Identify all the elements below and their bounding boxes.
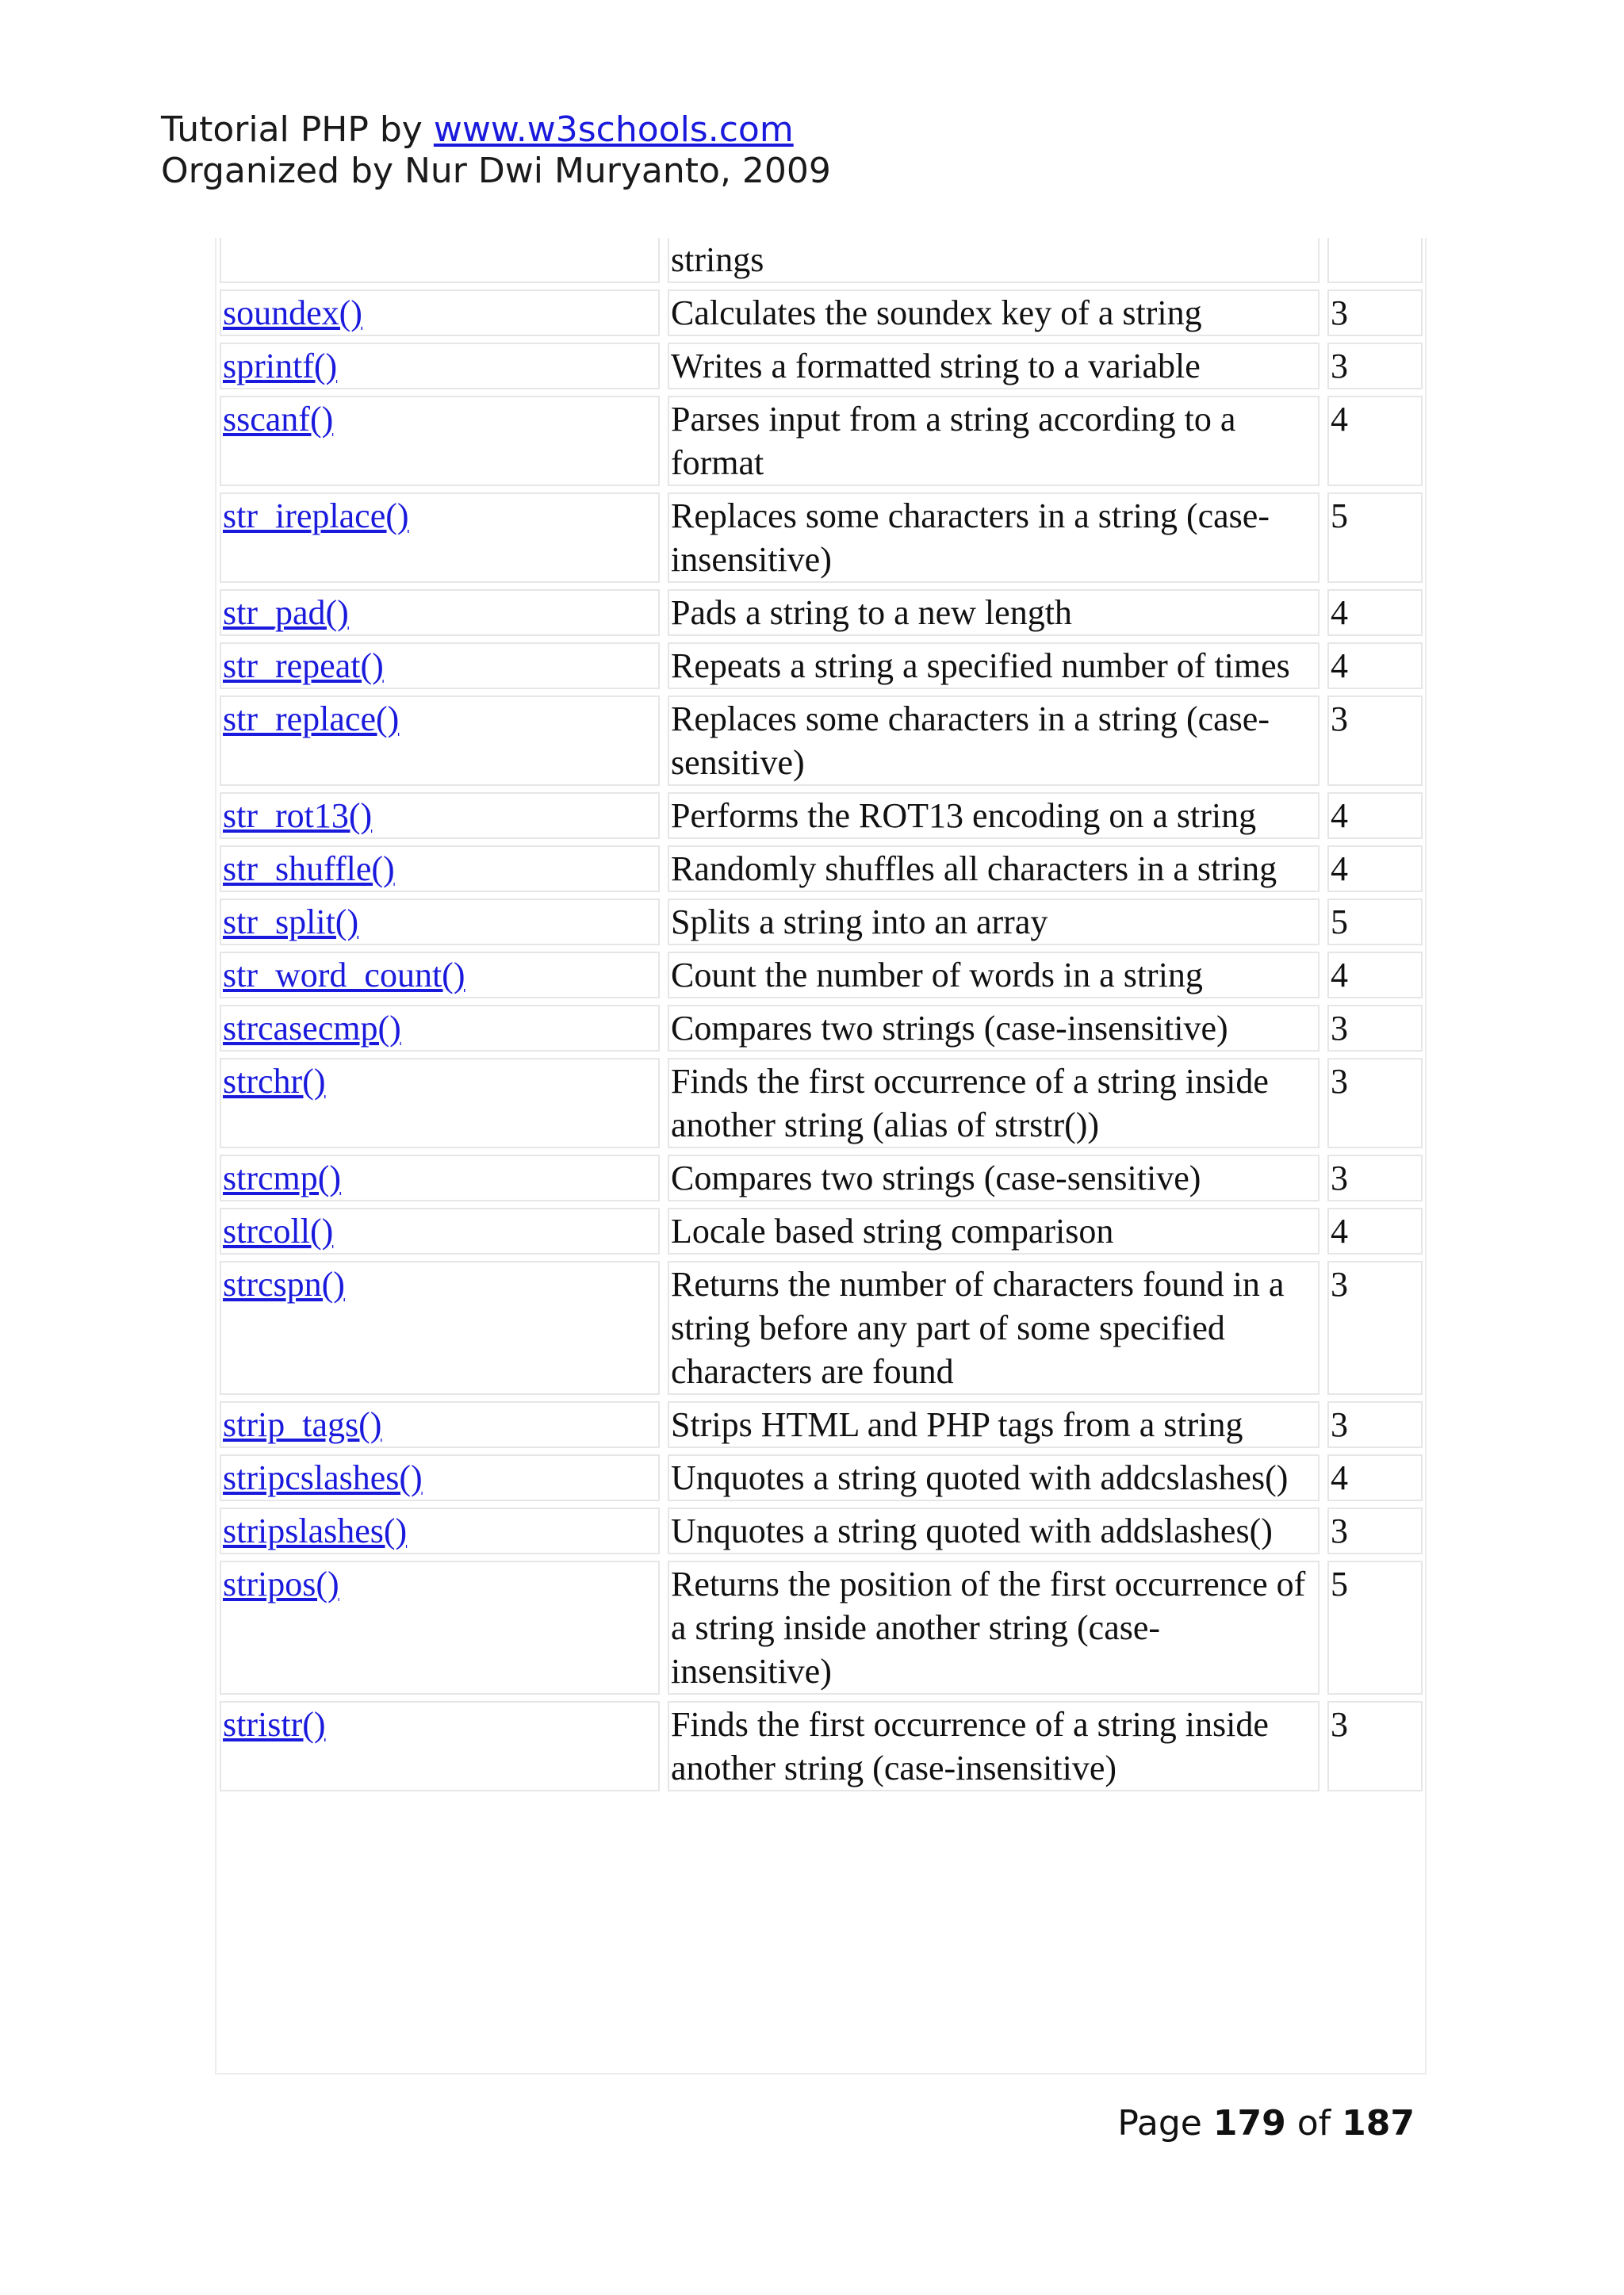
function-name-cell [220, 695, 660, 786]
function-name-cell [220, 1261, 660, 1395]
php-version-cell: 4 [1327, 792, 1423, 839]
function-description-cell: Randomly shuffles all characters in a string [668, 845, 1320, 892]
function-description-cell: Count the number of words in a string [668, 952, 1320, 998]
function-table [220, 232, 1423, 1798]
cell-gap [1320, 845, 1327, 892]
table-row [220, 898, 1423, 945]
cell-gap [660, 1208, 668, 1255]
of-word: of [1297, 2103, 1331, 2144]
cell-gap [660, 1401, 668, 1448]
cell-gap [1320, 1701, 1327, 1791]
function-link[interactable]: soundex() [223, 293, 362, 332]
function-description-cell: Repeats a string a specified number of times [668, 642, 1320, 689]
function-description-cell: Replaces some characters in a string (case-insensitive) [668, 492, 1320, 583]
php-version-cell: 4 [1327, 642, 1423, 689]
function-link[interactable]: stripos() [223, 1565, 339, 1603]
cell-gap [1320, 1561, 1327, 1695]
php-version-cell: 3 [1327, 1005, 1423, 1052]
php-version-cell: 3 [1327, 1401, 1423, 1448]
php-version-cell: 5 [1327, 492, 1423, 583]
php-version-cell: 3 [1327, 289, 1423, 336]
function-name-cell [220, 1005, 660, 1052]
cell-gap [660, 343, 668, 389]
cell-gap [660, 1005, 668, 1052]
cell-gap [660, 1701, 668, 1791]
cell-gap [660, 792, 668, 839]
function-description-cell: Calculates the soundex key of a string [668, 289, 1320, 336]
cell-gap [1320, 1401, 1327, 1448]
table-row [220, 396, 1423, 486]
function-link[interactable]: str_replace() [223, 699, 400, 738]
table-row [220, 642, 1423, 689]
cell-gap [660, 898, 668, 945]
cell-gap [660, 695, 668, 786]
table-row [220, 1155, 1423, 1201]
page-total: 187 [1342, 2103, 1415, 2144]
function-link[interactable]: sprintf() [223, 347, 338, 385]
page-header [161, 109, 831, 192]
header-prefix: Tutorial PHP by [161, 109, 434, 150]
cell-gap [1320, 589, 1327, 636]
cell-gap [660, 1508, 668, 1554]
table-row [220, 952, 1423, 998]
function-name-cell [220, 589, 660, 636]
function-name-cell [220, 1208, 660, 1255]
function-description-cell: Splits a string into an array [668, 898, 1320, 945]
table-row [220, 792, 1423, 839]
cell-gap [1320, 642, 1327, 689]
php-version-cell: 3 [1327, 1058, 1423, 1148]
header-line-2: Organized by Nur Dwi Muryanto, 2009 [161, 151, 831, 191]
cell-gap [660, 589, 668, 636]
cell-gap [1320, 492, 1327, 583]
php-version-cell: 3 [1327, 1261, 1423, 1395]
php-version-cell: 3 [1327, 695, 1423, 786]
function-description-cell: Compares two strings (case-sensitive) [668, 1155, 1320, 1201]
cell-gap [660, 238, 668, 283]
cell-gap [1320, 1208, 1327, 1255]
cell-gap [660, 1454, 668, 1501]
cell-gap [1320, 1261, 1327, 1395]
cell-gap [1320, 1058, 1327, 1148]
page-word: Page [1117, 2103, 1202, 2144]
function-name-cell [220, 845, 660, 892]
php-version-cell: 4 [1327, 589, 1423, 636]
cell-gap [1320, 952, 1327, 998]
table-row [220, 695, 1423, 786]
function-description-cell: Unquotes a string quoted with addslashes() [668, 1508, 1320, 1554]
function-name-cell [220, 492, 660, 583]
table-row [220, 1208, 1423, 1255]
function-name-cell [220, 1155, 660, 1201]
function-name-cell [220, 1508, 660, 1554]
cell-gap [660, 845, 668, 892]
function-description-cell: Strips HTML and PHP tags from a string [668, 1401, 1320, 1448]
function-name-cell [220, 396, 660, 486]
cell-gap [1320, 1005, 1327, 1052]
table-row [220, 289, 1423, 336]
table-row [220, 492, 1423, 583]
table-row [220, 1261, 1423, 1395]
table-row [220, 589, 1423, 636]
page-number: 179 [1212, 2103, 1286, 2144]
function-link[interactable]: str_rot13() [223, 796, 373, 835]
function-link[interactable]: str_ireplace() [223, 496, 409, 535]
cell-gap [1320, 238, 1327, 283]
cell-gap [660, 1261, 668, 1395]
function-description-cell: Performs the ROT13 encoding on a string [668, 792, 1320, 839]
function-link[interactable]: strcasecmp() [223, 1009, 401, 1048]
php-version-cell: 4 [1327, 1208, 1423, 1255]
function-link[interactable]: strchr() [223, 1062, 326, 1101]
function-name-cell [220, 238, 660, 283]
table-row [220, 1401, 1423, 1448]
function-name-cell [220, 1561, 660, 1695]
table-row [220, 845, 1423, 892]
function-description-cell: Finds the first occurrence of a string inside another string (alias of strstr()) [668, 1058, 1320, 1148]
table-row [220, 343, 1423, 389]
function-description-cell: Parses input from a string according to a format [668, 396, 1320, 486]
function-link[interactable]: strcoll() [223, 1212, 334, 1251]
function-description-cell: Finds the first occurrence of a string inside another string (case-insensitive) [668, 1701, 1320, 1791]
cell-gap [660, 1058, 668, 1148]
cell-gap [660, 289, 668, 336]
function-name-cell [220, 289, 660, 336]
function-name-cell [220, 898, 660, 945]
cell-gap [660, 952, 668, 998]
function-name-cell [220, 1454, 660, 1501]
cell-gap [660, 492, 668, 583]
table-row [220, 1701, 1423, 1791]
php-version-cell: 3 [1327, 343, 1423, 389]
w3schools-link[interactable]: www.w3schools.com [433, 109, 794, 150]
cell-gap [1320, 792, 1327, 839]
function-name-cell [220, 952, 660, 998]
table-row [220, 238, 1423, 283]
function-description-cell: Returns the number of characters found in a string before any part of some specified characters are found [668, 1261, 1320, 1395]
php-version-cell: 4 [1327, 952, 1423, 998]
php-version-cell: 3 [1327, 1155, 1423, 1201]
php-version-cell: 5 [1327, 898, 1423, 945]
php-version-cell: 4 [1327, 396, 1423, 486]
function-table-body [220, 238, 1423, 1791]
php-version-cell: 3 [1327, 1701, 1423, 1791]
function-link[interactable]: str_split() [223, 902, 359, 941]
cell-gap [660, 396, 668, 486]
function-name-cell [220, 792, 660, 839]
function-name-cell [220, 1701, 660, 1791]
php-version-cell: 3 [1327, 1508, 1423, 1554]
cell-gap [1320, 1155, 1327, 1201]
function-description-cell: strings [668, 238, 1320, 283]
function-description-cell: Pads a string to a new length [668, 589, 1320, 636]
function-description-cell: Replaces some characters in a string (case-sensitive) [668, 695, 1320, 786]
cell-gap [1320, 289, 1327, 336]
function-name-cell [220, 1058, 660, 1148]
function-name-cell [220, 642, 660, 689]
php-version-cell [1327, 238, 1423, 283]
function-link[interactable]: stripcslashes() [223, 1458, 423, 1497]
function-link[interactable]: str_shuffle() [223, 849, 395, 888]
function-name-cell [220, 1401, 660, 1448]
cell-gap [1320, 396, 1327, 486]
table-row [220, 1005, 1423, 1052]
cell-gap [1320, 1508, 1327, 1554]
cell-gap [1320, 343, 1327, 389]
table-row [220, 1561, 1423, 1695]
function-description-cell: Writes a formatted string to a variable [668, 343, 1320, 389]
cell-gap [660, 1155, 668, 1201]
page-footer [1117, 2103, 1415, 2144]
table-row [220, 1058, 1423, 1148]
function-description-cell: Returns the position of the first occurrence of a string inside another string (case-insensitive) [668, 1561, 1320, 1695]
php-version-cell: 4 [1327, 845, 1423, 892]
cell-gap [1320, 898, 1327, 945]
table-row [220, 1508, 1423, 1554]
function-link[interactable]: stripslashes() [223, 1511, 408, 1550]
function-link[interactable]: strip_tags() [223, 1405, 382, 1444]
function-link[interactable]: sscanf() [223, 400, 334, 439]
cell-gap [660, 642, 668, 689]
function-link[interactable]: stristr() [223, 1705, 326, 1744]
php-version-cell: 5 [1327, 1561, 1423, 1695]
function-description-cell: Unquotes a string quoted with addcslashes() [668, 1454, 1320, 1501]
header-line-1 [161, 109, 831, 151]
cell-gap [1320, 1454, 1327, 1501]
table-row [220, 1454, 1423, 1501]
php-version-cell: 4 [1327, 1454, 1423, 1501]
function-link[interactable]: str_repeat() [223, 646, 384, 685]
function-description-cell: Locale based string comparison [668, 1208, 1320, 1255]
function-link[interactable]: strcmp() [223, 1159, 342, 1197]
function-link[interactable]: strcspn() [223, 1265, 345, 1304]
cell-gap [1320, 695, 1327, 786]
function-link[interactable]: str_word_count() [223, 956, 465, 994]
cell-gap [660, 1561, 668, 1695]
function-name-cell [220, 343, 660, 389]
function-link[interactable]: str_pad() [223, 593, 349, 632]
function-description-cell: Compares two strings (case-insensitive) [668, 1005, 1320, 1052]
